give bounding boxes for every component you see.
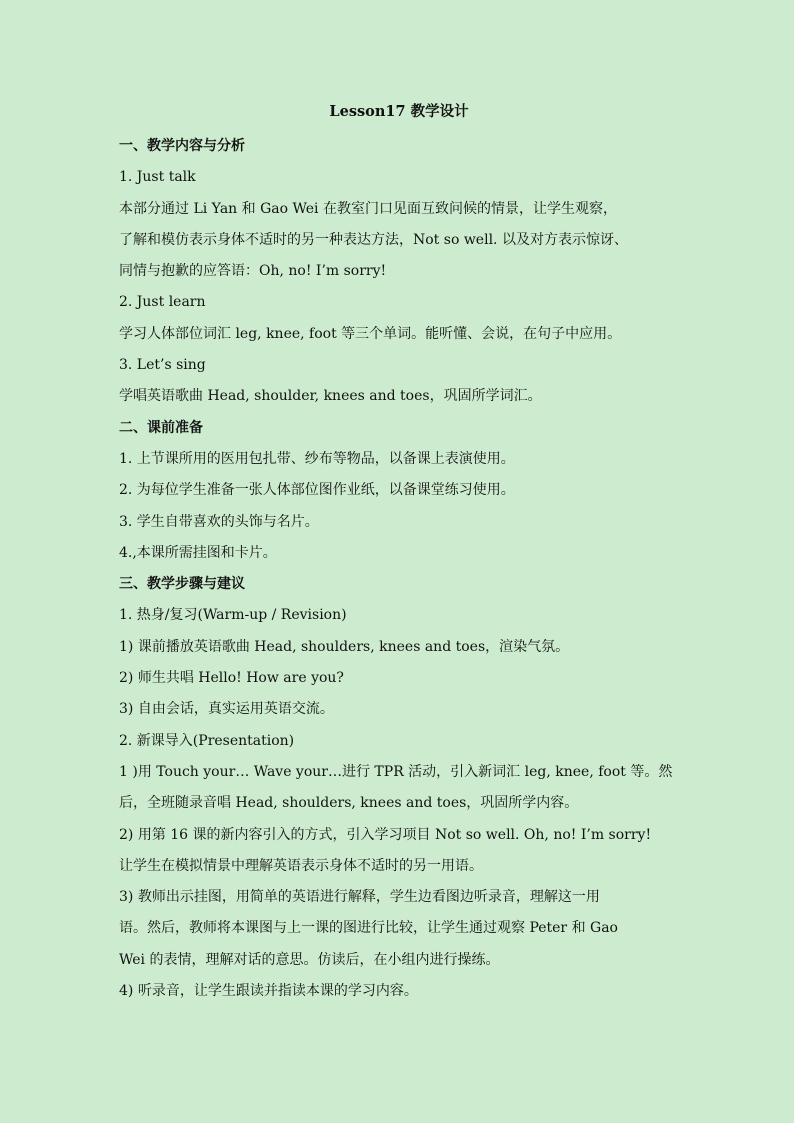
section-heading: 三、教学步骤与建议 bbox=[119, 576, 245, 593]
document-body bbox=[119, 131, 679, 1007]
text-line: 2. Just learn bbox=[119, 294, 206, 311]
text-line: 语。然后，教师将本课图与上一课的图进行比较，让学生通过观察 Peter 和 Gao bbox=[119, 920, 618, 937]
section-heading: 二、课前准备 bbox=[119, 419, 203, 436]
text-line: 2. 为每位学生准备一张人体部位图作业纸，以备课堂练习使用。 bbox=[119, 482, 515, 499]
text-line: 了解和模仿表示身体不适时的另一种表达方法，Not so well. 以及对方表示惊讶、 bbox=[119, 231, 628, 248]
text-line: 4.,本课所需挂图和卡片。 bbox=[119, 544, 277, 561]
text-line: 同情与抱歉的应答语：Oh, no! I’m sorry! bbox=[119, 263, 387, 280]
text-line: 学唱英语歌曲 Head, shoulder, knees and toes，巩固所学词汇。 bbox=[119, 388, 542, 405]
text-line: Wei 的表情，理解对话的意思。仿读后，在小组内进行操练。 bbox=[119, 951, 500, 968]
text-line: 学习人体部位词汇 leg, knee, foot 等三个单词。能听懂、会说，在句子中应用。 bbox=[119, 325, 622, 342]
text-line: 1. 上节课所用的医用包扎带、纱布等物品，以备课上表演使用。 bbox=[119, 450, 515, 467]
text-line: 2) 用第 16 课的新内容引入的方式，引入学习项目 Not so well. Oh, no! I’m sorry! bbox=[119, 826, 652, 843]
text-line: 1. 热身/复习(Warm-up / Revision) bbox=[119, 607, 347, 624]
text-line: 4) 听录音，让学生跟读并指读本课的学习内容。 bbox=[119, 983, 418, 1000]
document-title: Lesson17 教学设计 bbox=[329, 103, 469, 120]
text-line: 3. Let’s sing bbox=[119, 357, 206, 374]
text-line: 后，全班随录音唱 Head, shoulders, knees and toes，巩固所学内容。 bbox=[119, 795, 579, 812]
text-line: 本部分通过 Li Yan 和 Gao Wei 在教室门口见面互致问候的情景，让学生观察， bbox=[119, 200, 617, 217]
text-line: 3. 学生自带喜欢的头饰与名片。 bbox=[119, 513, 319, 530]
text-line: 1. Just talk bbox=[119, 169, 196, 186]
text-line: 让学生在模拟情景中理解英语表示身体不适时的另一用语。 bbox=[119, 857, 483, 874]
text-line: 1) 课前播放英语歌曲 Head, shoulders, knees and toes，渲染气氛。 bbox=[119, 638, 570, 655]
text-line: 2) 师生共唱 Hello! How are you? bbox=[119, 670, 344, 687]
text-line: 1 )用 Touch your… Wave your…进行 TPR 活动，引入新词汇 leg, knee, foot 等。然 bbox=[119, 763, 673, 780]
document-page bbox=[119, 100, 679, 1007]
text-line: 3) 自由会话，真实运用英语交流。 bbox=[119, 701, 334, 718]
text-line: 2. 新课导入(Presentation) bbox=[119, 732, 295, 749]
text-line: 3) 教师出示挂图，用简单的英语进行解释，学生边看图边听录音，理解这一用 bbox=[119, 889, 600, 906]
section-heading: 一、教学内容与分析 bbox=[119, 138, 245, 154]
